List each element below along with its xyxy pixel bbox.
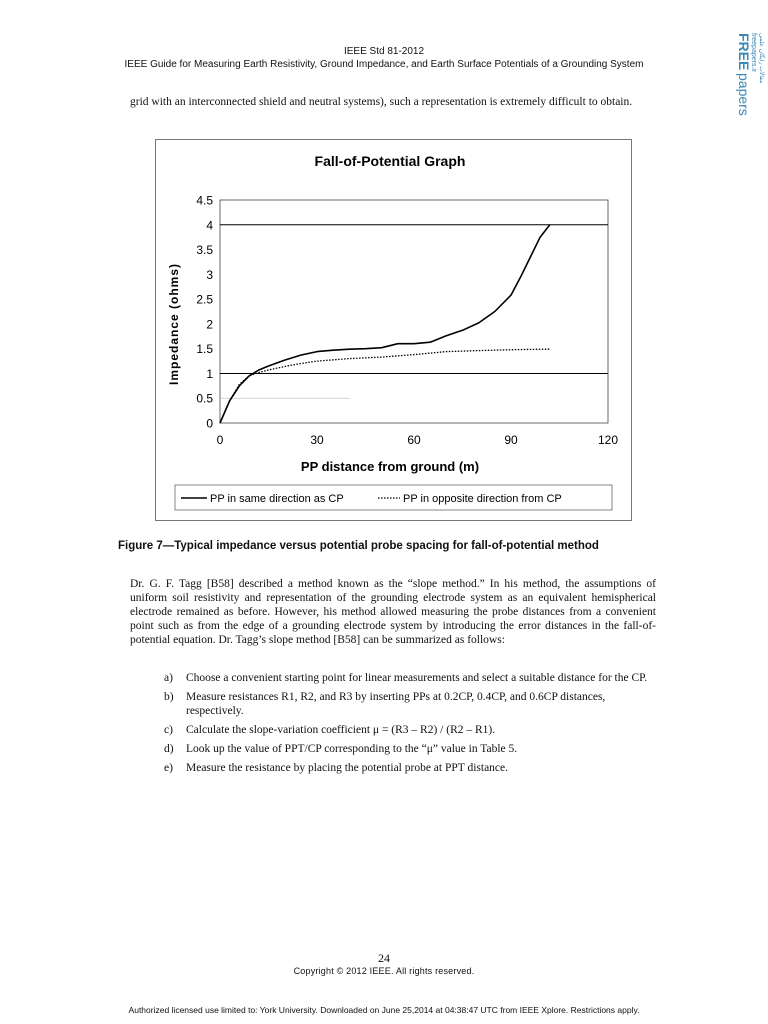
x-tick-label: 0 xyxy=(216,433,224,447)
y-tick-label: 2 xyxy=(206,317,213,332)
steps-list xyxy=(130,671,656,780)
step-text: Calculate the slope-variation coefficient μ = (R3 – R2) / (R2 – R1). xyxy=(186,724,496,736)
intro-text: grid with an interconnected shield and neutral systems), such a representation is extremely difficult to obtain. xyxy=(130,96,633,108)
watermark-persian: مقالات رایگان علمی xyxy=(758,33,764,84)
list-item xyxy=(130,671,656,685)
legend-label-opposite: PP in opposite direction from CP xyxy=(403,493,562,505)
y-tick-label: 4.5 xyxy=(196,193,213,208)
step-label: e) xyxy=(164,762,173,774)
list-item xyxy=(130,690,656,718)
step-text: Measure the resistance by placing the potential probe at PPT distance. xyxy=(186,762,509,774)
watermark-brand2: papers xyxy=(736,73,752,116)
step-text: Look up the value of PPT/CP corresponding to the “μ” value in Table 5. xyxy=(186,743,518,755)
y-tick-label: 4 xyxy=(206,218,213,233)
list-item xyxy=(130,723,656,737)
y-tick-label: 3 xyxy=(206,267,213,282)
page-number: 24 xyxy=(378,951,390,965)
series-line-opposite-direction xyxy=(220,349,550,423)
y-axis-label: Impedance (ohms) xyxy=(167,262,181,386)
tagg-paragraph: Dr. G. F. Tagg [B58] described a method known as the “slope method.” In his method, the assumptions of uniform soil resistivity and representation of the grounding electrode system as an equivalent hemispherical electrode remained as before. However, his method allowed measuring the probe distances from a convenient point such as from the edge of a grounding electrode system by introducing the error distances in the fall-of-potential equation. Dr. Tagg’s slope method [B58] can be summarized as follows: xyxy=(130,578,656,646)
chart-container xyxy=(155,139,632,521)
y-tick-label: 0 xyxy=(206,416,213,431)
x-tick-label: 30 xyxy=(310,433,324,447)
y-tick-label: 0.5 xyxy=(196,391,213,406)
copyright: Copyright © 2012 IEEE. All rights reserved. xyxy=(293,966,475,976)
step-label: d) xyxy=(164,743,174,755)
step-label: b) xyxy=(164,691,174,703)
step-label: a) xyxy=(164,672,173,684)
y-tick-label: 2.5 xyxy=(196,292,213,307)
list-item xyxy=(130,761,656,775)
chart-title: Fall-of-Potential Graph xyxy=(314,153,466,169)
plot-area xyxy=(220,200,608,423)
legend-label-same: PP in same direction as CP xyxy=(210,493,344,505)
y-tick-label: 1.5 xyxy=(196,342,213,357)
step-label: c) xyxy=(164,724,173,736)
series-line-same-direction xyxy=(220,225,550,423)
step-text: Choose a convenient starting point for linear measurements and select a suitable distance for the CP. xyxy=(186,672,648,684)
x-axis-label: PP distance from ground (m) xyxy=(300,459,480,474)
watermark-brand: FREE xyxy=(736,33,752,71)
y-tick-label: 1 xyxy=(206,366,213,381)
figure-caption: Figure 7—Typical impedance versus potential probe spacing for fall-of-potential method xyxy=(118,540,599,552)
header-std: IEEE Std 81-2012 xyxy=(343,46,425,57)
watermark-site: freepapers.ir xyxy=(750,33,757,73)
step-text: Measure resistances R1, R2, and R3 by inserting PPs at 0.2CP, 0.4CP, and 0.6CP distances, respectively. xyxy=(186,691,606,717)
authorized-notice: Authorized licensed use limited to: York University. Downloaded on June 25,2014 at 04:38:47 UTC from IEEE Xplore. Restrictions apply. xyxy=(128,1005,640,1015)
x-tick-label: 60 xyxy=(407,433,421,447)
y-tick-label: 3.5 xyxy=(196,243,213,258)
fall-of-potential-chart xyxy=(156,140,631,520)
watermark-logo xyxy=(730,28,764,168)
x-tick-label: 90 xyxy=(504,433,518,447)
x-tick-label: 120 xyxy=(597,433,619,447)
header-title: IEEE Guide for Measuring Earth Resistivity, Ground Impedance, and Earth Surface Potentials of a Grounding System xyxy=(124,59,644,70)
list-item xyxy=(130,742,656,756)
